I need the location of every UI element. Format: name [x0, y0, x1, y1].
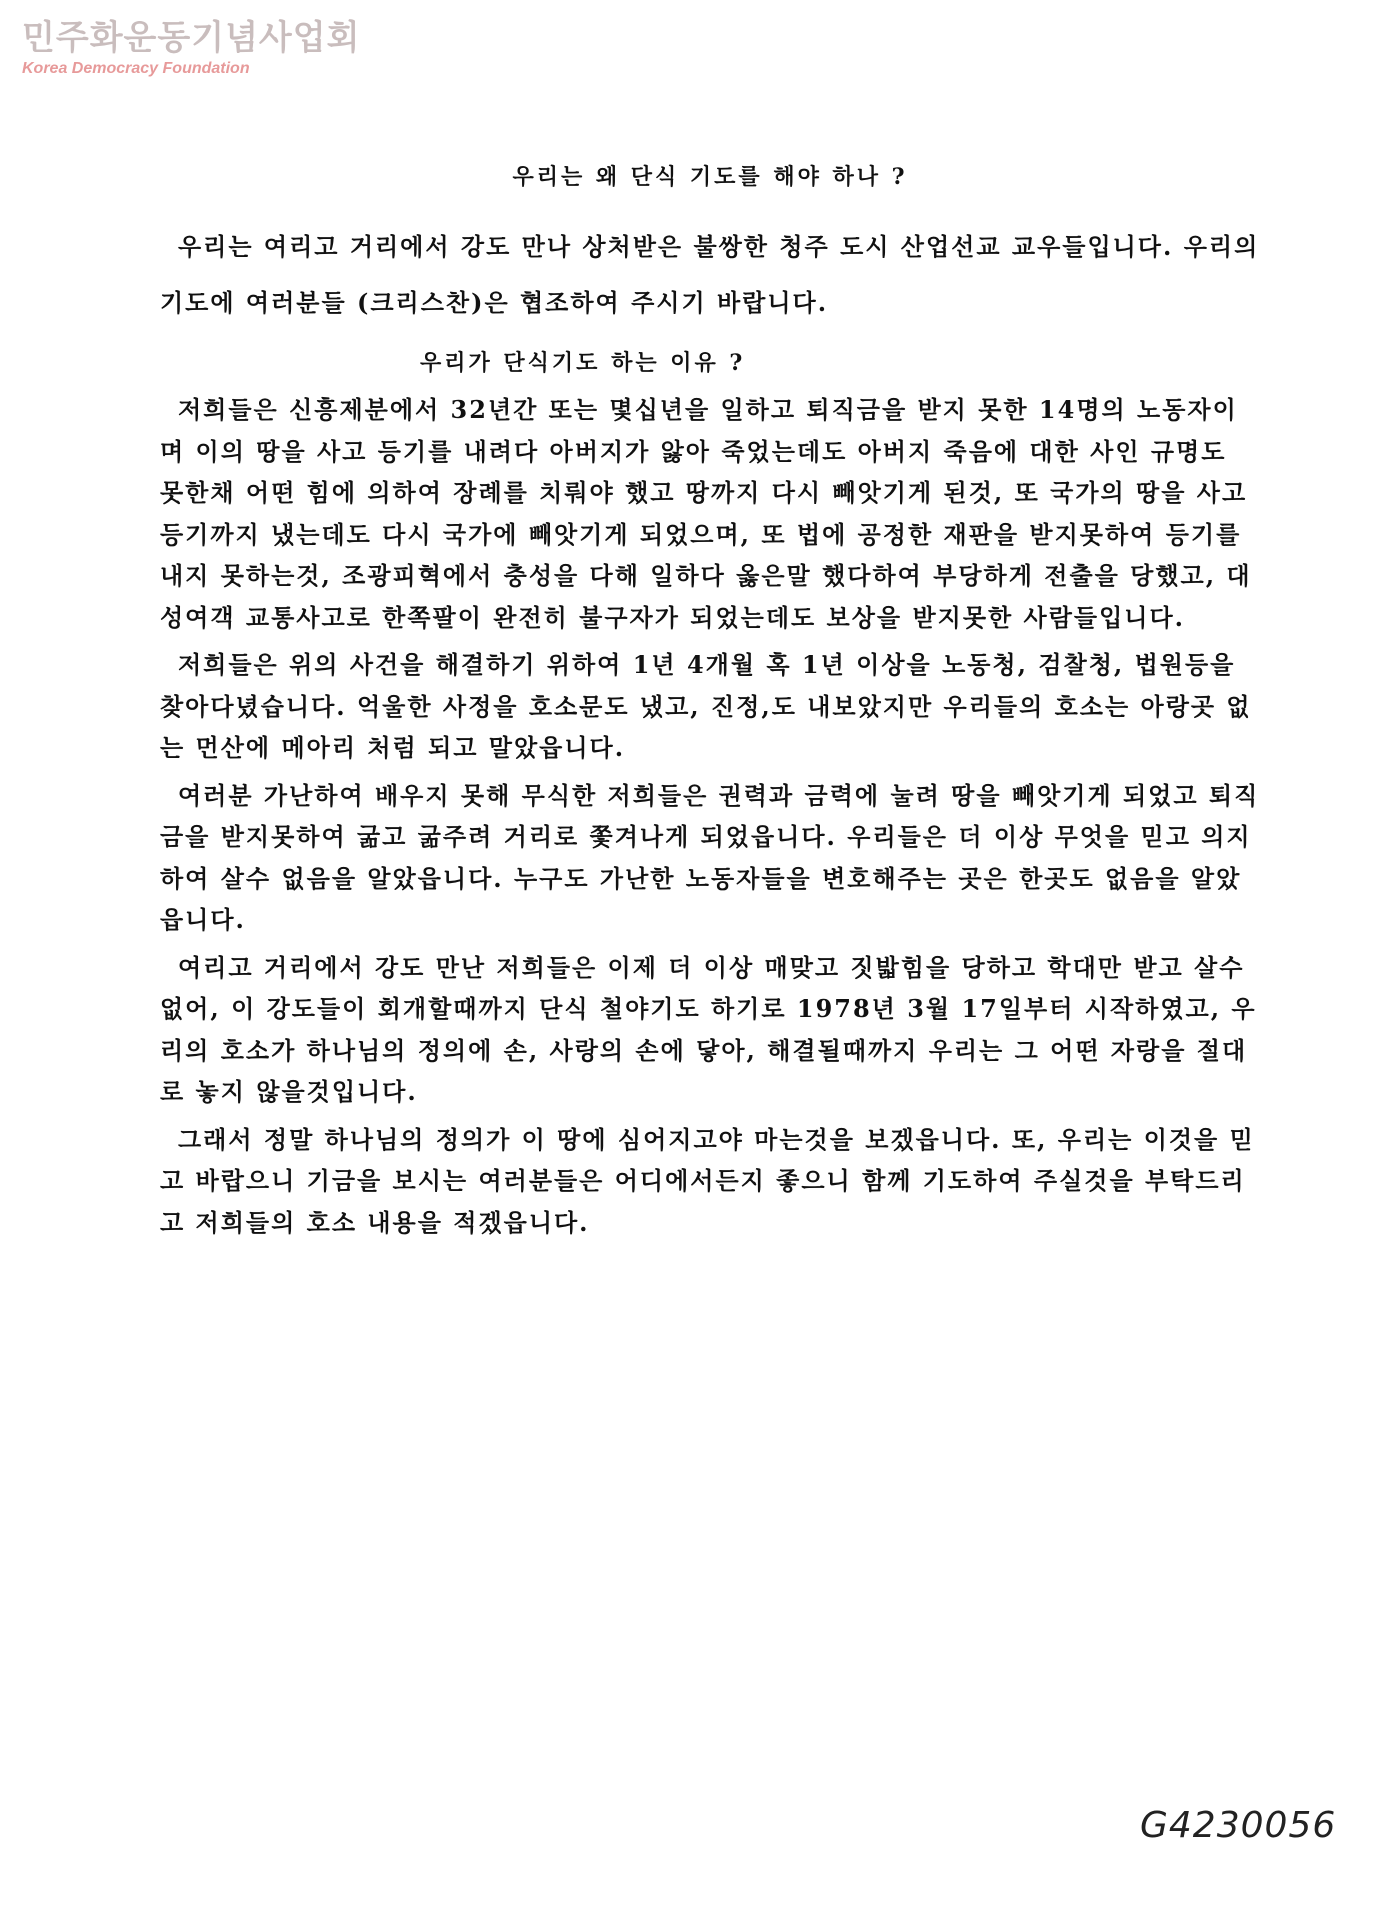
document-body	[160, 160, 1260, 1249]
watermark-korean: 민주화운동기념사업회	[22, 18, 361, 58]
watermark-english: Korea Democracy Foundation	[22, 60, 250, 77]
paragraph-2: 저희들은 위의 사건을 해결하기 위하여 1년 4개월 혹 1년 이상을 노동청, 검찰청, 법원등을 찾아다녔습니다. 억울한 사정을 호소문도 냈고, 진정,도 내보았지만 우리들의 호소는 아랑곳 없는 먼산에 메아리 처럼 되고 말았읍니다.	[160, 650, 1252, 762]
section-title: 우리가 단식기도 하는 이유 ?	[420, 350, 746, 376]
paragraph-4: 여리고 거리에서 강도 만난 저희들은 이제 더 이상 매맞고 짓밟힘을 당하고 학대만 받고 살수없어, 이 강도들이 회개할때까지 단식 철야기도 하기로 1978년 3월 17일부터 시작하였고, 우리의 호소가 하나님의 정의에 손, 사랑의 손에 닿아, 해결될때까지 우리는 그 어떤 자랑을 절대로 놓지 않을것입니다.	[160, 952, 1257, 1106]
watermark-logo	[22, 18, 360, 78]
paragraph-1: 저희들은 신흥제분에서 32년간 또는 몇십년을 일하고 퇴직금을 받지 못한 14명의 노동자이며 이의 땅을 사고 등기를 내려다 아버지가 앓아 죽었는데도 아버지 죽음에 대한 사인 규명도 못한채 어떤 힘에 의하여 장례를 치뤄야 했고 땅까지 다시 빼앗기게 된것, 또 국가의 땅을 사고 등기까지 냈는데도 다시 국가에 빼앗기게 되었으며, 또 법에 공정한 재판을 받지못하여 등기를 내지 못하는것, 조광피혁에서 충성을 다해 일하다 옳은말 했다하여 부당하게 전출을 당했고, 대성여객 교통사고로 한쪽팔이 완전히 불구자가 되었는데도 보상을 받지못한 사람들입니다.	[160, 395, 1252, 632]
paragraph-5: 그래서 정말 하나님의 정의가 이 땅에 심어지고야 마는것을 보겠읍니다. 또, 우리는 이것을 믿고 바랍으니 기금을 보시는 여러분들은 어디에서든지 좋으니 함께 기도하여 주실것을 부탁드리고 저희들의 호소 내용을 적겠읍니다.	[160, 1124, 1255, 1237]
archive-number: G4230056	[1140, 1805, 1337, 1846]
paragraph-3: 여러분 가난하여 배우지 못해 무식한 저희들은 권력과 금력에 눌려 땅을 빼앗기게 되었고 퇴직금을 받지못하여 굶고 굶주려 거리로 쫓겨나게 되었읍니다. 우리들은 더 이상 무엇을 믿고 의지하여 살수 없음을 알았읍니다. 누구도 가난한 노동자들을 변호해주는 곳은 한곳도 없음을 알았읍니다.	[160, 780, 1260, 934]
intro-paragraph: 우리는 여리고 거리에서 강도 만나 상처받은 불쌍한 청주 도시 산업선교 교우들입니다. 우리의 기도에 여러분들 (크리스찬)은 협조하여 주시기 바랍니다.	[160, 232, 1260, 317]
document-title: 우리는 왜 단식 기도를 해야 하나 ?	[512, 164, 908, 190]
